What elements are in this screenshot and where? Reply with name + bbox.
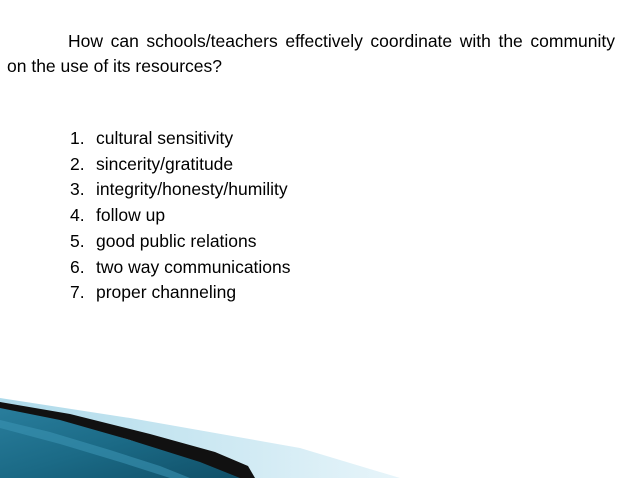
list-item-text: sincerity/gratitude — [96, 153, 234, 174]
list-item-number: 2. — [70, 153, 85, 174]
list-item-text: integrity/honesty/humility — [96, 179, 288, 200]
list-item — [70, 177, 291, 203]
list-item-number: 6. — [70, 256, 85, 277]
black-stripe — [0, 402, 255, 478]
list-item — [70, 126, 291, 152]
list-item-number: 1. — [70, 128, 85, 148]
list-item-text: two way communications — [96, 256, 291, 277]
list-item — [70, 203, 291, 229]
list-item-number: 3. — [70, 179, 85, 200]
teal-highlight — [0, 420, 190, 478]
teal-wedge — [0, 402, 255, 478]
list-item — [70, 152, 291, 178]
list-item — [70, 229, 291, 255]
list-item-text: cultural sensitivity — [96, 128, 234, 148]
list-item-text: follow up — [96, 205, 166, 226]
list-item-number: 7. — [70, 282, 85, 303]
list-item — [70, 255, 291, 281]
list-item-text: good public relations — [96, 230, 257, 251]
answer-list — [70, 126, 291, 306]
slide-question: How can schools/teachers effectively coordinate with the community on the use of its resources? — [7, 31, 615, 76]
list-item — [70, 280, 291, 306]
list-item-number: 4. — [70, 205, 85, 226]
light-blue-band — [0, 398, 400, 478]
list-item-text: proper channeling — [96, 282, 237, 303]
list-item-number: 5. — [70, 230, 85, 251]
